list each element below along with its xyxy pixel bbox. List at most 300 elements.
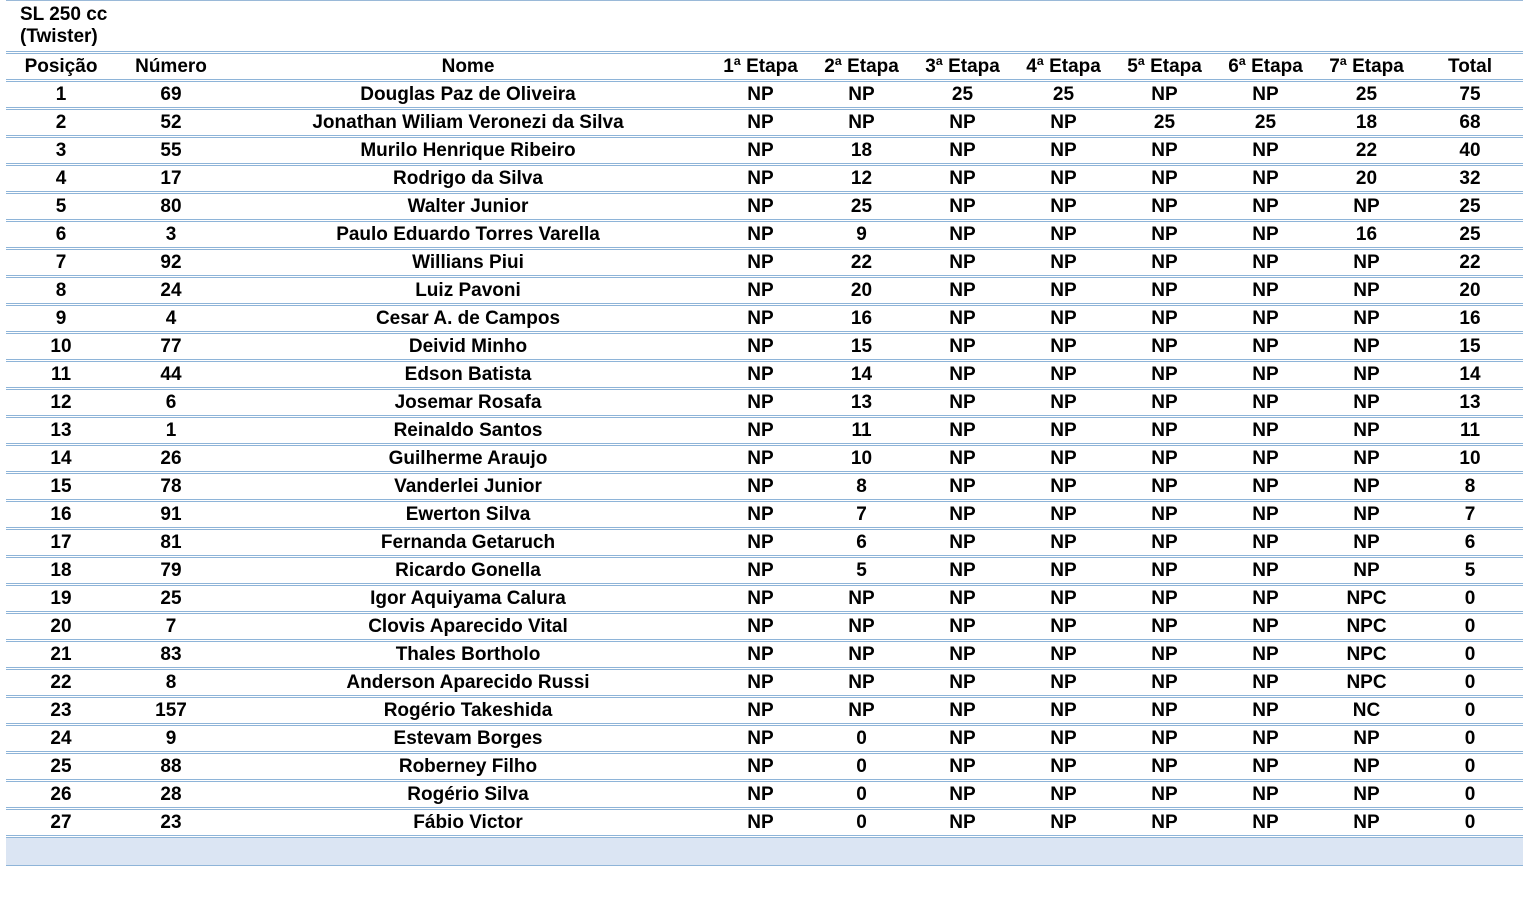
cell-etapa-4: NP: [1013, 641, 1114, 669]
cell-posicao: 20: [6, 613, 116, 641]
cell-etapa-6: NP: [1215, 585, 1316, 613]
cell-etapa-4: NP: [1013, 165, 1114, 193]
table-row: [6, 389, 1523, 417]
cell-posicao: 14: [6, 445, 116, 473]
cell-etapa-7: NP: [1316, 781, 1417, 809]
cell-etapa-1: NP: [710, 277, 811, 305]
cell-etapa-6: NP: [1215, 669, 1316, 697]
table-row: [6, 277, 1523, 305]
cell-etapa-5: NP: [1114, 473, 1215, 501]
cell-etapa-3: NP: [912, 193, 1013, 221]
cell-etapa-4: NP: [1013, 221, 1114, 249]
title-row: [6, 0, 1523, 51]
cell-numero: 91: [116, 501, 226, 529]
cell-total: 16: [1417, 305, 1523, 333]
category-title-line-1: SL 250 cc: [20, 4, 108, 25]
table-row: [6, 249, 1523, 277]
cell-etapa-6: NP: [1215, 781, 1316, 809]
cell-posicao: 3: [6, 137, 116, 165]
cell-etapa-5: NP: [1114, 501, 1215, 529]
cell-numero: 77: [116, 333, 226, 361]
cell-etapa-4: NP: [1013, 809, 1114, 837]
cell-etapa-2: 6: [811, 529, 912, 557]
cell-etapa-4: NP: [1013, 781, 1114, 809]
cell-etapa-6: NP: [1215, 165, 1316, 193]
cell-total: 11: [1417, 417, 1523, 445]
cell-numero: 80: [116, 193, 226, 221]
cell-etapa-3: NP: [912, 249, 1013, 277]
cell-etapa-3: NP: [912, 501, 1013, 529]
cell-etapa-6: NP: [1215, 725, 1316, 753]
cell-etapa-5: NP: [1114, 305, 1215, 333]
cell-etapa-3: NP: [912, 277, 1013, 305]
table-row: [6, 81, 1523, 109]
cell-nome: Cesar A. de Campos: [226, 305, 710, 333]
cell-etapa-2: NP: [811, 109, 912, 137]
cell-total: 0: [1417, 725, 1523, 753]
cell-etapa-6: NP: [1215, 613, 1316, 641]
cell-etapa-7: NPC: [1316, 585, 1417, 613]
cell-etapa-4: NP: [1013, 473, 1114, 501]
cell-etapa-7: NP: [1316, 193, 1417, 221]
cell-etapa-3: NP: [912, 361, 1013, 389]
cell-etapa-2: 25: [811, 193, 912, 221]
cell-etapa-1: NP: [710, 557, 811, 585]
cell-nome: Estevam Borges: [226, 725, 710, 753]
header-numero: Número: [116, 53, 226, 81]
cell-nome: Jonathan Wiliam Veronezi da Silva: [226, 109, 710, 137]
cell-etapa-5: NP: [1114, 137, 1215, 165]
cell-numero: 7: [116, 613, 226, 641]
cell-posicao: 18: [6, 557, 116, 585]
cell-etapa-4: NP: [1013, 361, 1114, 389]
cell-etapa-1: NP: [710, 641, 811, 669]
cell-nome: Vanderlei Junior: [226, 473, 710, 501]
cell-etapa-4: NP: [1013, 417, 1114, 445]
cell-nome: Thales Bortholo: [226, 641, 710, 669]
cell-nome: Anderson Aparecido Russi: [226, 669, 710, 697]
cell-etapa-7: 25: [1316, 81, 1417, 109]
cell-numero: 6: [116, 389, 226, 417]
cell-total: 10: [1417, 445, 1523, 473]
table-row: [6, 725, 1523, 753]
cell-nome: Roberney Filho: [226, 753, 710, 781]
cell-etapa-1: NP: [710, 809, 811, 837]
cell-posicao: 25: [6, 753, 116, 781]
cell-etapa-6: NP: [1215, 697, 1316, 725]
cell-posicao: 5: [6, 193, 116, 221]
cell-etapa-4: NP: [1013, 501, 1114, 529]
cell-etapa-5: NP: [1114, 613, 1215, 641]
cell-total: 32: [1417, 165, 1523, 193]
cell-numero: 4: [116, 305, 226, 333]
table-row: [6, 669, 1523, 697]
cell-etapa-3: NP: [912, 333, 1013, 361]
cell-etapa-7: NP: [1316, 809, 1417, 837]
cell-etapa-1: NP: [710, 697, 811, 725]
cell-etapa-6: NP: [1215, 333, 1316, 361]
cell-etapa-5: NP: [1114, 333, 1215, 361]
cell-numero: 157: [116, 697, 226, 725]
cell-etapa-4: NP: [1013, 109, 1114, 137]
cell-numero: 1: [116, 417, 226, 445]
cell-etapa-4: NP: [1013, 193, 1114, 221]
cell-posicao: 8: [6, 277, 116, 305]
cell-etapa-2: NP: [811, 697, 912, 725]
cell-nome: Ewerton Silva: [226, 501, 710, 529]
cell-posicao: 15: [6, 473, 116, 501]
cell-etapa-3: NP: [912, 809, 1013, 837]
cell-nome: Fernanda Getaruch: [226, 529, 710, 557]
cell-etapa-6: NP: [1215, 753, 1316, 781]
cell-posicao: 1: [6, 81, 116, 109]
footer-band: [6, 838, 1523, 866]
cell-etapa-6: NP: [1215, 137, 1316, 165]
cell-etapa-2: 22: [811, 249, 912, 277]
cell-etapa-1: NP: [710, 781, 811, 809]
header-etapa-3: 3ª Etapa: [912, 53, 1013, 81]
cell-etapa-6: NP: [1215, 361, 1316, 389]
table-row: [6, 333, 1523, 361]
cell-etapa-1: NP: [710, 725, 811, 753]
cell-total: 0: [1417, 669, 1523, 697]
cell-etapa-1: NP: [710, 165, 811, 193]
cell-numero: 3: [116, 221, 226, 249]
cell-etapa-3: NP: [912, 109, 1013, 137]
cell-etapa-1: NP: [710, 529, 811, 557]
cell-etapa-3: NP: [912, 473, 1013, 501]
cell-etapa-7: NP: [1316, 417, 1417, 445]
cell-numero: 23: [116, 809, 226, 837]
cell-total: 14: [1417, 361, 1523, 389]
cell-etapa-1: NP: [710, 501, 811, 529]
cell-numero: 81: [116, 529, 226, 557]
cell-etapa-2: 0: [811, 725, 912, 753]
cell-total: 68: [1417, 109, 1523, 137]
cell-etapa-7: NP: [1316, 249, 1417, 277]
cell-total: 0: [1417, 753, 1523, 781]
cell-etapa-6: NP: [1215, 305, 1316, 333]
cell-etapa-6: 25: [1215, 109, 1316, 137]
cell-numero: 25: [116, 585, 226, 613]
cell-posicao: 6: [6, 221, 116, 249]
cell-etapa-6: NP: [1215, 221, 1316, 249]
cell-etapa-5: NP: [1114, 669, 1215, 697]
cell-etapa-2: 0: [811, 809, 912, 837]
cell-numero: 52: [116, 109, 226, 137]
table-row: [6, 781, 1523, 809]
cell-total: 0: [1417, 781, 1523, 809]
cell-etapa-2: 0: [811, 753, 912, 781]
cell-total: 40: [1417, 137, 1523, 165]
cell-etapa-5: NP: [1114, 529, 1215, 557]
cell-etapa-1: NP: [710, 473, 811, 501]
cell-etapa-7: NP: [1316, 389, 1417, 417]
cell-etapa-3: NP: [912, 725, 1013, 753]
table-row: [6, 697, 1523, 725]
cell-etapa-3: NP: [912, 697, 1013, 725]
cell-etapa-4: NP: [1013, 333, 1114, 361]
cell-nome: Ricardo Gonella: [226, 557, 710, 585]
cell-etapa-1: NP: [710, 137, 811, 165]
cell-total: 8: [1417, 473, 1523, 501]
table-row: [6, 613, 1523, 641]
cell-etapa-2: 10: [811, 445, 912, 473]
cell-etapa-3: NP: [912, 389, 1013, 417]
cell-etapa-3: NP: [912, 641, 1013, 669]
cell-etapa-1: NP: [710, 753, 811, 781]
cell-etapa-4: NP: [1013, 137, 1114, 165]
header-etapa-5: 5ª Etapa: [1114, 53, 1215, 81]
cell-numero: 83: [116, 641, 226, 669]
cell-etapa-6: NP: [1215, 81, 1316, 109]
cell-posicao: 19: [6, 585, 116, 613]
cell-etapa-1: NP: [710, 361, 811, 389]
cell-posicao: 24: [6, 725, 116, 753]
cell-posicao: 2: [6, 109, 116, 137]
table-row: [6, 501, 1523, 529]
cell-etapa-7: NPC: [1316, 669, 1417, 697]
cell-etapa-1: NP: [710, 613, 811, 641]
cell-numero: 44: [116, 361, 226, 389]
cell-etapa-5: NP: [1114, 249, 1215, 277]
cell-total: 75: [1417, 81, 1523, 109]
cell-posicao: 7: [6, 249, 116, 277]
cell-etapa-4: 25: [1013, 81, 1114, 109]
cell-nome: Josemar Rosafa: [226, 389, 710, 417]
cell-etapa-6: NP: [1215, 445, 1316, 473]
cell-etapa-2: NP: [811, 669, 912, 697]
cell-nome: Fábio Victor: [226, 809, 710, 837]
cell-nome: Willians Piui: [226, 249, 710, 277]
cell-numero: 88: [116, 753, 226, 781]
cell-etapa-1: NP: [710, 249, 811, 277]
cell-nome: Guilherme Araujo: [226, 445, 710, 473]
table-row: [6, 445, 1523, 473]
cell-etapa-1: NP: [710, 333, 811, 361]
cell-total: 22: [1417, 249, 1523, 277]
cell-etapa-2: 0: [811, 781, 912, 809]
cell-etapa-3: NP: [912, 753, 1013, 781]
cell-posicao: 10: [6, 333, 116, 361]
cell-etapa-7: 22: [1316, 137, 1417, 165]
cell-etapa-6: NP: [1215, 501, 1316, 529]
table-row: [6, 753, 1523, 781]
cell-etapa-5: NP: [1114, 221, 1215, 249]
cell-etapa-2: 5: [811, 557, 912, 585]
cell-etapa-1: NP: [710, 109, 811, 137]
cell-etapa-5: NP: [1114, 697, 1215, 725]
cell-numero: 8: [116, 669, 226, 697]
cell-numero: 9: [116, 725, 226, 753]
cell-etapa-7: NP: [1316, 305, 1417, 333]
cell-etapa-5: NP: [1114, 165, 1215, 193]
cell-etapa-1: NP: [710, 193, 811, 221]
cell-etapa-7: NP: [1316, 277, 1417, 305]
cell-etapa-2: 20: [811, 277, 912, 305]
cell-etapa-5: NP: [1114, 193, 1215, 221]
cell-etapa-4: NP: [1013, 389, 1114, 417]
table-row: [6, 361, 1523, 389]
cell-etapa-4: NP: [1013, 585, 1114, 613]
cell-etapa-7: NPC: [1316, 641, 1417, 669]
cell-etapa-5: NP: [1114, 277, 1215, 305]
cell-etapa-4: NP: [1013, 277, 1114, 305]
cell-etapa-3: NP: [912, 137, 1013, 165]
cell-etapa-5: NP: [1114, 389, 1215, 417]
cell-etapa-5: NP: [1114, 725, 1215, 753]
cell-etapa-1: NP: [710, 417, 811, 445]
cell-etapa-7: NP: [1316, 725, 1417, 753]
cell-etapa-6: NP: [1215, 277, 1316, 305]
cell-numero: 55: [116, 137, 226, 165]
cell-etapa-3: 25: [912, 81, 1013, 109]
cell-posicao: 27: [6, 809, 116, 837]
cell-etapa-6: NP: [1215, 809, 1316, 837]
cell-etapa-2: 8: [811, 473, 912, 501]
cell-posicao: 4: [6, 165, 116, 193]
table-row: [6, 417, 1523, 445]
cell-total: 20: [1417, 277, 1523, 305]
cell-nome: Douglas Paz de Oliveira: [226, 81, 710, 109]
cell-etapa-3: NP: [912, 557, 1013, 585]
cell-total: 5: [1417, 557, 1523, 585]
cell-total: 25: [1417, 193, 1523, 221]
cell-etapa-3: NP: [912, 165, 1013, 193]
cell-etapa-2: 18: [811, 137, 912, 165]
cell-etapa-2: 12: [811, 165, 912, 193]
cell-etapa-4: NP: [1013, 529, 1114, 557]
cell-numero: 26: [116, 445, 226, 473]
table-body: [6, 81, 1523, 837]
cell-nome: Clovis Aparecido Vital: [226, 613, 710, 641]
cell-posicao: 21: [6, 641, 116, 669]
cell-etapa-7: NP: [1316, 557, 1417, 585]
cell-etapa-2: 13: [811, 389, 912, 417]
cell-etapa-5: NP: [1114, 781, 1215, 809]
cell-posicao: 13: [6, 417, 116, 445]
cell-etapa-2: 16: [811, 305, 912, 333]
cell-etapa-7: NP: [1316, 333, 1417, 361]
standings-sheet: [6, 0, 1523, 866]
table-row: [6, 473, 1523, 501]
cell-etapa-5: NP: [1114, 417, 1215, 445]
cell-etapa-3: NP: [912, 613, 1013, 641]
cell-etapa-5: NP: [1114, 81, 1215, 109]
cell-posicao: 16: [6, 501, 116, 529]
header-etapa-6: 6ª Etapa: [1215, 53, 1316, 81]
cell-etapa-4: NP: [1013, 697, 1114, 725]
cell-etapa-5: NP: [1114, 445, 1215, 473]
cell-etapa-7: NP: [1316, 361, 1417, 389]
cell-etapa-6: NP: [1215, 529, 1316, 557]
cell-etapa-2: 11: [811, 417, 912, 445]
cell-posicao: 22: [6, 669, 116, 697]
cell-nome: Deivid Minho: [226, 333, 710, 361]
cell-etapa-7: 20: [1316, 165, 1417, 193]
cell-etapa-7: NP: [1316, 529, 1417, 557]
cell-posicao: 12: [6, 389, 116, 417]
cell-etapa-7: 16: [1316, 221, 1417, 249]
cell-numero: 24: [116, 277, 226, 305]
cell-etapa-4: NP: [1013, 725, 1114, 753]
cell-etapa-6: NP: [1215, 249, 1316, 277]
cell-etapa-2: NP: [811, 641, 912, 669]
cell-etapa-3: NP: [912, 445, 1013, 473]
table-row: [6, 305, 1523, 333]
cell-nome: Luiz Pavoni: [226, 277, 710, 305]
cell-nome: Rogério Takeshida: [226, 697, 710, 725]
cell-numero: 78: [116, 473, 226, 501]
table-row: [6, 585, 1523, 613]
cell-etapa-1: NP: [710, 389, 811, 417]
cell-total: 0: [1417, 697, 1523, 725]
header-etapa-7: 7ª Etapa: [1316, 53, 1417, 81]
cell-nome: Igor Aquiyama Calura: [226, 585, 710, 613]
cell-total: 25: [1417, 221, 1523, 249]
cell-nome: Murilo Henrique Ribeiro: [226, 137, 710, 165]
cell-numero: 17: [116, 165, 226, 193]
cell-etapa-3: NP: [912, 781, 1013, 809]
cell-etapa-3: NP: [912, 305, 1013, 333]
cell-posicao: 23: [6, 697, 116, 725]
cell-etapa-6: NP: [1215, 557, 1316, 585]
cell-etapa-5: NP: [1114, 641, 1215, 669]
table-row: [6, 809, 1523, 837]
cell-etapa-4: NP: [1013, 613, 1114, 641]
cell-etapa-7: NP: [1316, 445, 1417, 473]
cell-total: 15: [1417, 333, 1523, 361]
cell-nome: Rogério Silva: [226, 781, 710, 809]
cell-numero: 79: [116, 557, 226, 585]
category-title-line-2: (Twister): [20, 26, 98, 47]
cell-etapa-3: NP: [912, 669, 1013, 697]
cell-total: 7: [1417, 501, 1523, 529]
cell-etapa-5: NP: [1114, 585, 1215, 613]
cell-etapa-3: NP: [912, 529, 1013, 557]
cell-etapa-7: NC: [1316, 697, 1417, 725]
cell-total: 0: [1417, 809, 1523, 837]
cell-etapa-4: NP: [1013, 249, 1114, 277]
cell-total: 0: [1417, 585, 1523, 613]
cell-total: 13: [1417, 389, 1523, 417]
cell-posicao: 11: [6, 361, 116, 389]
cell-etapa-2: 14: [811, 361, 912, 389]
cell-etapa-1: NP: [710, 669, 811, 697]
cell-etapa-2: 15: [811, 333, 912, 361]
cell-etapa-4: NP: [1013, 753, 1114, 781]
cell-nome: Rodrigo da Silva: [226, 165, 710, 193]
cell-posicao: 17: [6, 529, 116, 557]
cell-etapa-6: NP: [1215, 389, 1316, 417]
table-row: [6, 529, 1523, 557]
cell-etapa-5: NP: [1114, 361, 1215, 389]
cell-etapa-6: NP: [1215, 417, 1316, 445]
cell-nome: Walter Junior: [226, 193, 710, 221]
cell-etapa-7: NPC: [1316, 613, 1417, 641]
header-etapa-1: 1ª Etapa: [710, 53, 811, 81]
cell-etapa-3: NP: [912, 417, 1013, 445]
table-row: [6, 221, 1523, 249]
header-posicao: Posição: [6, 53, 116, 81]
cell-etapa-2: NP: [811, 613, 912, 641]
cell-etapa-1: NP: [710, 305, 811, 333]
cell-etapa-6: NP: [1215, 641, 1316, 669]
cell-etapa-5: NP: [1114, 557, 1215, 585]
cell-etapa-5: NP: [1114, 753, 1215, 781]
cell-etapa-1: NP: [710, 445, 811, 473]
cell-etapa-4: NP: [1013, 305, 1114, 333]
